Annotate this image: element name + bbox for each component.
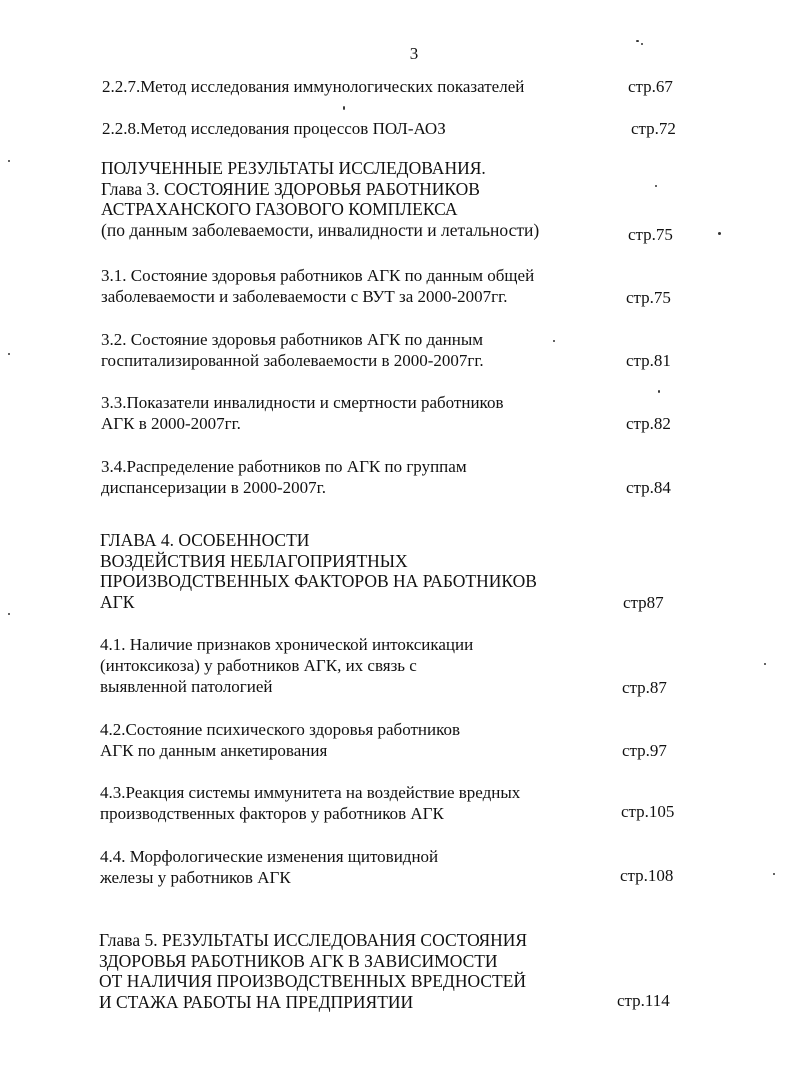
- toc-entry-title-line: 2.2.7.Метод исследования иммунологических показателей: [102, 77, 525, 96]
- toc-entry-title: [101, 392, 503, 434]
- toc-entry-page: стр87: [623, 593, 664, 612]
- page-number: 3: [409, 44, 419, 63]
- toc-entry-page: стр.108: [620, 866, 674, 885]
- toc-entry-page: стр.114: [617, 991, 670, 1010]
- toc-entry-title: [99, 930, 527, 1012]
- toc-entry-title: [100, 634, 473, 697]
- toc-entry-page: стр.81: [626, 351, 671, 370]
- toc-entry-page: стр.82: [626, 414, 671, 433]
- toc-entry-title: [100, 530, 537, 612]
- toc-entry-page: стр.84: [626, 478, 671, 497]
- toc-entry-title: [100, 782, 520, 824]
- scan-speck: [8, 353, 10, 355]
- toc-entry-title-line: ЗДОРОВЬЯ РАБОТНИКОВ АГК В ЗАВИСИМОСТИ: [99, 950, 498, 971]
- toc-entry-title-line: АГК по данным анкетирования: [100, 741, 328, 760]
- toc-entry-title-line: ПРОИЗВОДСТВЕННЫХ ФАКТОРОВ НА РАБОТНИКОВ: [100, 571, 537, 591]
- toc-entry-title-line: 4.1. Наличие признаков хронической интоксикации: [100, 635, 474, 654]
- toc-entry-title-line: 4.2.Состояние психического здоровья работников: [100, 720, 461, 739]
- toc-entry-title-line: АСТРАХАНСКОГО ГАЗОВОГО КОМПЛЕКСА: [101, 199, 458, 219]
- toc-entry-page: стр.67: [628, 77, 673, 96]
- toc-entry-title-line: 2.2.8.Метод исследования процессов ПОЛ-АОЗ: [102, 119, 446, 138]
- toc-entry-title-line: Глава 3. СОСТОЯНИЕ ЗДОРОВЬЯ РАБОТНИКОВ: [101, 178, 480, 199]
- toc-entry-title-line: 3.1. Состояние здоровья работников АГК по данным общей: [101, 266, 535, 285]
- toc-entry-title-line: госпитализированной заболеваемости в 2000-2007гг.: [101, 351, 484, 370]
- toc-entry-page: стр.87: [622, 678, 667, 697]
- scan-speck: [8, 613, 10, 615]
- toc-entry-title: [100, 719, 460, 761]
- toc-entry-title-line: 4.3.Реакция системы иммунитета на воздействие вредных: [100, 783, 521, 802]
- scan-speck: [8, 160, 10, 162]
- toc-entry-title: [101, 329, 484, 371]
- toc-entry-title-line: железы у работников АГК: [100, 868, 291, 887]
- toc-entry-title: [101, 456, 467, 498]
- toc-entry-title: [101, 265, 534, 307]
- scan-speck: [641, 43, 643, 45]
- toc-entry-title-line: выявленной патологией: [100, 677, 273, 696]
- scan-speck: [636, 40, 639, 42]
- toc-entry-title-line: ВОЗДЕЙСТВИЯ НЕБЛАГОПРИЯТНЫХ: [100, 550, 408, 571]
- toc-entry-title-line: ГЛАВА 4. ОСОБЕННОСТИ: [100, 530, 310, 550]
- toc-entry-title-line: заболеваемости и заболеваемости с ВУТ за 2000-2007гг.: [101, 287, 508, 306]
- toc-entry-title-line: ОТ НАЛИЧИЯ ПРОИЗВОДСТВЕННЫХ ВРЕДНОСТЕЙ: [99, 971, 527, 991]
- toc-entry-title-line: производственных факторов у работников АГК: [100, 804, 444, 823]
- toc-entry-page: стр.105: [621, 802, 675, 821]
- toc-entry-page: стр.75: [628, 225, 673, 244]
- scan-speck: [658, 390, 660, 393]
- toc-entry-title-line: АГК в 2000-2007гг.: [101, 414, 241, 433]
- scan-speck: [773, 873, 775, 875]
- toc-entry-title-line: диспансеризации в 2000-2007г.: [101, 478, 326, 497]
- toc-entry-title-line: 3.4.Распределение работников по АГК по группам: [101, 457, 467, 476]
- scan-speck: [655, 185, 657, 187]
- toc-entry-title-line: 4.4. Морфологические изменения щитовидной: [100, 847, 439, 866]
- toc-entry-title-line: (интоксикоза) у работников АГК, их связь с: [100, 656, 417, 675]
- scan-speck: [343, 106, 345, 110]
- toc-entry-page: стр.72: [631, 119, 676, 138]
- toc-entry-title-line: 3.2. Состояние здоровья работников АГК по данным: [101, 330, 484, 349]
- toc-entry-page: стр.97: [622, 741, 667, 760]
- toc-entry-title: [101, 158, 539, 240]
- toc-entry-title-line: (по данным заболеваемости, инвалидности и летальности): [101, 219, 540, 240]
- toc-entry-title-line: И СТАЖА РАБОТЫ НА ПРЕДПРИЯТИИ: [99, 991, 414, 1012]
- toc-entry-page: стр.75: [626, 288, 671, 307]
- toc-entry-title-line: ПОЛУЧЕННЫЕ РЕЗУЛЬТАТЫ ИССЛЕДОВАНИЯ.: [101, 158, 486, 178]
- scan-speck: [718, 232, 721, 235]
- scan-speck: [553, 340, 555, 342]
- toc-entry-title-line: АГК: [100, 591, 135, 612]
- toc-entry-title: [102, 76, 524, 97]
- toc-entry-title: [100, 846, 438, 888]
- toc-entry-title: [102, 118, 446, 139]
- toc-entry-title-line: 3.3.Показатели инвалидности и смертности работников: [101, 393, 504, 412]
- toc-entry-title-line: Глава 5. РЕЗУЛЬТАТЫ ИССЛЕДОВАНИЯ СОСТОЯНИЯ: [99, 930, 528, 950]
- scan-speck: [764, 663, 766, 665]
